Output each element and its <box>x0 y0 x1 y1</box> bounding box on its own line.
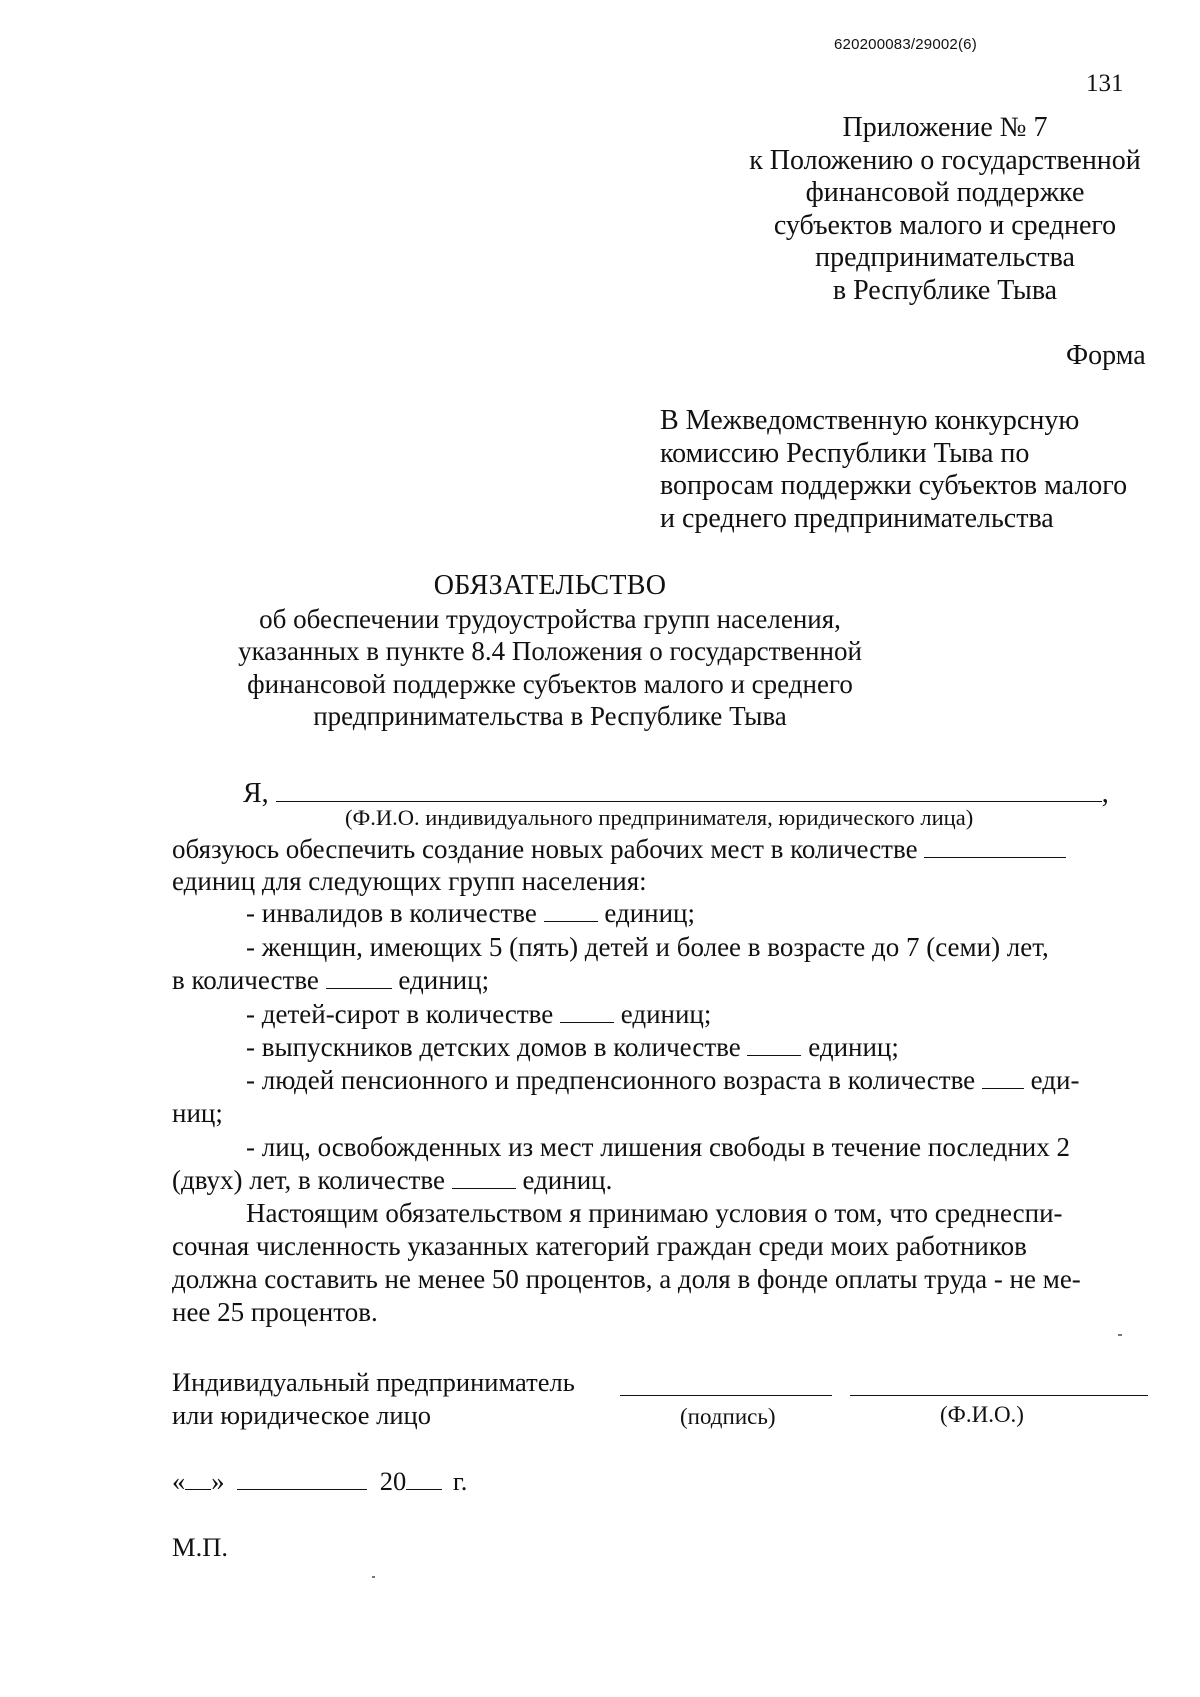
title-line: предпринимательства в Республике Тыва <box>313 701 787 731</box>
scan-speck <box>1118 1334 1122 1336</box>
annex-line: финансовой поддержке <box>805 177 1085 208</box>
annex-line: к Положению о государственной <box>749 144 1141 176</box>
released-count-blank[interactable] <box>452 1187 516 1189</box>
list-item-released-cont: (двух) лет, в количестве единиц. <box>172 1165 613 1195</box>
name-caption: (Ф.И.О.) <box>940 1402 1024 1427</box>
title-line: об обеспечении трудоустройства групп населения, <box>259 603 841 634</box>
title-line: указанных в пункте 8.4 Положения о государственной <box>238 636 862 666</box>
page-number: 131 <box>1086 70 1124 97</box>
pensioners-count-blank[interactable] <box>982 1087 1024 1089</box>
obligation-line: единиц для следующих групп населения: <box>172 866 647 896</box>
annex-line: в Республике Тыва <box>832 274 1058 306</box>
fio-caption: (Ф.И.О. индивидуального предпринимателя, юридического лица) <box>345 805 974 830</box>
title-main: ОБЯЗАТЕЛЬСТВО <box>433 570 667 601</box>
signature-label: Индивидуальный предприниматель <box>172 1367 575 1397</box>
addressee-line: В Межведомственную конкурсную <box>660 405 1080 436</box>
conditions-line: Настоящим обязательством я принимаю условия о том, что среднеспи- <box>246 1198 1063 1228</box>
annex-line: субъектов малого и среднего <box>773 209 1117 241</box>
day-blank[interactable] <box>185 1488 211 1490</box>
scan-speck <box>372 1576 375 1578</box>
list-item-orphans: - детей-сирот в количестве единиц; <box>246 999 712 1029</box>
title-line: финансовой поддержке субъектов малого и среднего <box>247 668 853 699</box>
women-count-blank[interactable] <box>326 987 392 989</box>
i-prefix: Я, <box>243 778 269 809</box>
list-item-pensioners-cont: ниц; <box>172 1098 223 1128</box>
document-title <box>210 570 890 733</box>
list-item-women: - женщин, имеющих 5 (пять) детей и более в возрасте до 7 (семи) лет, <box>246 932 1049 962</box>
signature-label-cont: или юридическое лицо <box>172 1400 431 1430</box>
i-suffix: , <box>1101 778 1109 809</box>
date-row: « » 20 г. <box>172 1466 468 1496</box>
orphans-count-blank[interactable] <box>560 1021 614 1023</box>
conditions-line: нее 25 процентов. <box>172 1297 378 1327</box>
fio-blank[interactable] <box>850 1394 1148 1396</box>
list-item-women-cont: в количестве единиц; <box>172 965 490 995</box>
disabled-count-blank[interactable] <box>544 920 598 922</box>
addressee-block <box>660 405 1127 535</box>
conditions-line: сочная численность указанных категорий граждан среди моих работников <box>172 1231 1027 1261</box>
month-blank[interactable] <box>237 1488 367 1490</box>
name-blank[interactable] <box>276 800 1102 802</box>
graduates-count-blank[interactable] <box>747 1054 801 1056</box>
list-item-graduates: - выпускников детских домов в количестве единиц; <box>246 1032 899 1062</box>
stamp-label: М.П. <box>172 1532 228 1562</box>
annex-line: предпринимательства <box>815 242 1075 273</box>
obligation-line: обязуюсь обеспечить создание новых рабочих мест в количестве <box>172 834 1066 865</box>
total-jobs-blank[interactable] <box>924 856 1066 858</box>
year-blank[interactable] <box>406 1488 442 1490</box>
addressee-line: и среднего предпринимательства <box>660 502 1054 534</box>
signature-blank[interactable] <box>620 1394 832 1396</box>
addressee-line: комиссию Республики Тыва по <box>660 437 1030 469</box>
document-id: 620200083/29002(6) <box>834 36 977 53</box>
annex-header <box>720 112 1170 307</box>
list-item-pensioners: - людей пенсионного и предпенсионного возраста в количестве еди- <box>246 1065 1080 1095</box>
conditions-line: должна составить не менее 50 процентов, а доля в фонде оплаты труда - не ме- <box>172 1264 1081 1294</box>
list-item-disabled: - инвалидов в количестве единиц; <box>246 898 695 928</box>
form-label: Форма <box>1066 340 1146 371</box>
signature-caption: (подпись) <box>680 1404 776 1429</box>
addressee-line: вопросам поддержки субъектов малого <box>660 470 1128 501</box>
list-item-released: - лиц, освобожденных из мест лишения свободы в течение последних 2 <box>246 1132 1071 1162</box>
annex-line: Приложение № 7 <box>842 112 1048 143</box>
